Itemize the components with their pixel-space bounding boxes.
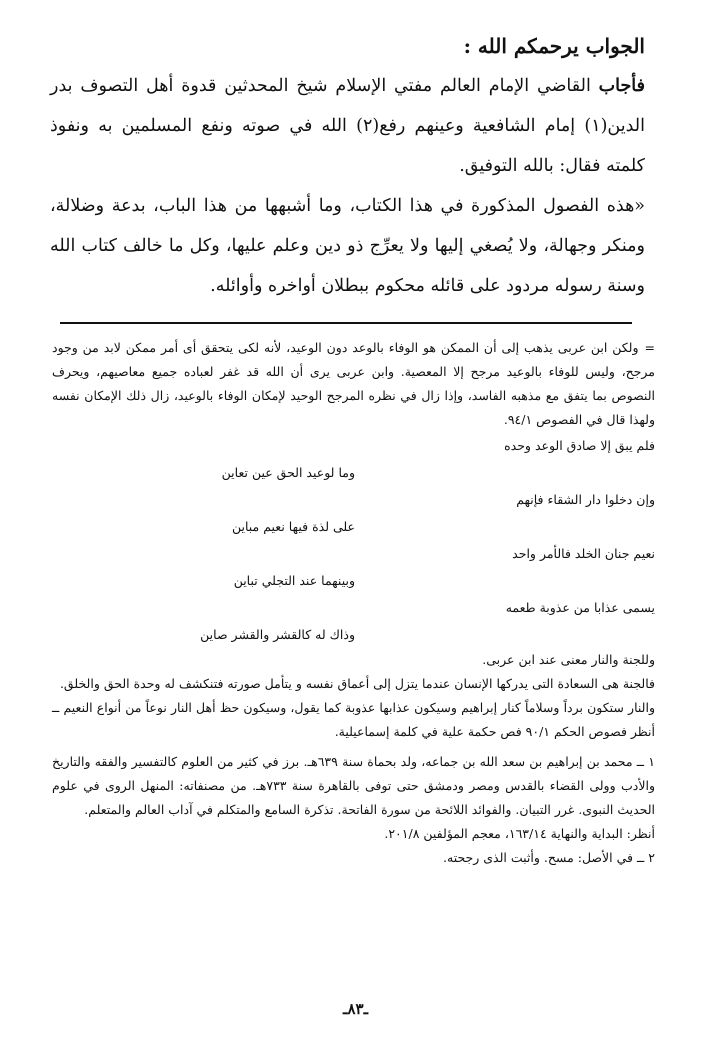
poem-line-text: نعيم جنان الخلد فالأمر واحد (512, 546, 655, 561)
heading: الجواب يرحمكم الله : (463, 34, 645, 58)
poem-line (52, 459, 655, 486)
continued-note-text: ولكن ابن عربى يذهب إلى أن الممكن هو الوفاء بالوعد دون الوعيد، لأنه لكى يتحقق أى أمر ممكن لابد من وجود مرجح، وليس للوفاء بالوعيد مرجح إلا المعصية. وابن عربى يرى أن الله قد غفر لعباده جميع معاصيهم، ويحرف النصوص بما يتفق مع مذهبه الفاسد، وإذا زال في نظره المرجح الوحيد لإمكان الوفاء بالوعيد، زال ذلك الإمكان نفسه ولهذا قال في الفصوص ٩٤/١. (52, 340, 655, 427)
poem-line (52, 594, 655, 621)
poem-line (52, 486, 655, 513)
note-paragraph: والنار ستكون برداً وسلاماً كنار إبراهيم وسيكون عذابها عذوبة كما يقول، وسيكون حظ أهل النار نوعاً من أنواع النعيم ــ أنظر فصوص الحكم ٩٠/١ فص حكمة علية في كلمة إسماعيلية. (52, 700, 655, 739)
lead-word: فأجاب (598, 76, 645, 96)
poem-line (52, 567, 655, 594)
poem-line (52, 540, 655, 567)
poem-line-text: وبينهما عند التجلي تباين (233, 573, 355, 588)
footnote-1-references: أنظر: البداية والنهاية ١٦٣/١٤، معجم المؤلفين ٢٠١/٨. (384, 826, 655, 841)
poem-line (52, 621, 655, 648)
footnote-divider (60, 322, 632, 324)
poem-line-text: وما لوعيد الحق عين تعاين (221, 465, 355, 480)
paragraph-1 (50, 66, 645, 186)
footnote-1: ١ ــ محمد بن إبراهيم بن سعد الله بن جماعه، ولد بحماة سنة ٦٣٩هـ. برز في كثير من العلوم كالتفسير والفقه والتاريخ والأدب وولى القضاء بالقدس ومصر ودمشق حتى توفى بالقاهرة سنة ٧٣٣هـ. من مصنفاته: المنهل الروى في علوم الحديث النبوى. غرر التبيان. والفوائد اللائحة من سورة الفاتحة. تذكرة السامع والمتكلم في آداب العالم والمتعلم. (52, 754, 656, 817)
main-text (50, 26, 645, 306)
poem-line-text: وإن دخلوا دار الشقاء فإنهم (516, 492, 655, 507)
poem-line (52, 513, 655, 540)
page-number: ـ٨٣ـ (343, 1000, 368, 1018)
footnote-2: ٢ ــ في الأصل: مسح. وأثبت الذى رجحته. (443, 850, 655, 865)
note-paragraph: وللجنة والنار معنى عند ابن عربى. (482, 652, 655, 667)
continued-note (52, 336, 655, 432)
continuation-mark: = (644, 340, 655, 355)
poem-line-text: وذاك له كالقشر والقشر صاين (200, 627, 355, 642)
poem-line-text: على لذة فيها نعيم مباين (231, 519, 355, 534)
paragraph-1-text: القاضي الإمام العالم مفتي الإسلام شيخ المحدثين قدوة أهل التصوف بدر الدين(١) إمام الشافعية وعينهم رفع(٢) الله في صوته ونفع المسلمين به ونفوذ كلمته فقال: بالله التوفيق. (50, 76, 645, 176)
footnotes (52, 336, 655, 870)
poem-line (52, 432, 655, 459)
poem-line-text: يسمى عذابا من عذوبة طعمه (505, 600, 655, 615)
poem-line-text: فلم يبق إلا صادق الوعد وحده (504, 438, 655, 453)
paragraph-2: «هذه الفصول المذكورة في هذا الكتاب، وما أشبهها من هذا الباب، بدعة وضلالة، ومنكر وجهالة، ولا يُصغي إليها ولا يعرِّج ذو دين وعلم عليها، وكل ما خالف كتاب الله وسنة رسوله مردود على قائله محكوم ببطلان أواخره وأوائله. (50, 196, 645, 296)
note-paragraph: فالجنة هى السعادة التى يدركها الإنسان عندما يتزل إلى أعماق نفسه و يتأمل صورته فتنكشف له وحدة الحق والخلق. (59, 676, 655, 691)
poem (52, 432, 655, 648)
